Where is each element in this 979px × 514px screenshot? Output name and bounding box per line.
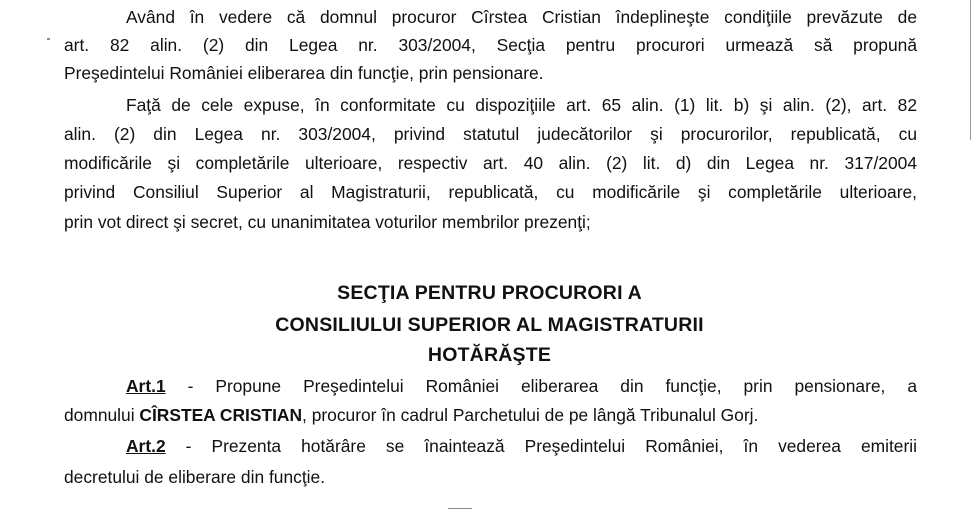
article-2-line-1 [126, 434, 917, 458]
article-1-line-2 [64, 403, 917, 427]
paragraph-1-line-1: Având în vedere că domnul procuror Cîrstea Cristian îndeplineşte condiţiile prevăzute de [126, 7, 917, 27]
article-2-label: Art.2 [126, 436, 166, 456]
page-edge-line [970, 0, 971, 140]
paragraph-2-line-5: prin vot direct şi secret, cu unanimitatea voturilor membrilor prezenţi; [64, 212, 591, 232]
paragraph-2-line-1: Faţă de cele expuse, în conformitate cu dispoziţiile art. 65 alin. (1) lit. b) şi alin. (2), art. 82 [126, 95, 917, 115]
cropped-page-fragment [448, 508, 472, 512]
margin-scan-mark [47, 38, 50, 40]
article-1-line-1 [126, 374, 917, 398]
article-1-label: Art.1 [126, 376, 166, 396]
article-2-line-2: decretului de eliberare din funcţie. [64, 467, 326, 487]
paragraph-1-line-2: art. 82 alin. (2) din Legea nr. 303/2004, Secţia pentru procurori urmează să propună [64, 35, 917, 55]
heading-line-2: CONSILIULUI SUPERIOR AL MAGISTRATURII [275, 314, 704, 336]
article-1-text: - Propune Preşedintelui României eliberarea din funcţie, prin pensionare, a [165, 376, 917, 396]
paragraph-1-line-3: Preşedintelui României eliberarea din funcţie, prin pensionare. [64, 63, 544, 83]
heading-line-1: SECŢIA PENTRU PROCURORI A [337, 282, 642, 304]
paragraph-2-line-4: privind Consiliul Superior al Magistraturii, republicată, cu modificările şi completările ulterioare, [64, 182, 917, 202]
article-1-prefix: domnului [64, 405, 140, 425]
heading-decision: HOTĂRĂŞTE [427, 344, 552, 366]
article-1-suffix: , procuror în cadrul Parchetului de pe lângă Tribunalul Gorj. [302, 405, 759, 425]
person-name: CÎRSTEA CRISTIAN [139, 405, 303, 425]
article-2-text: - Prezenta hotărâre se înaintează Preşedintelui României, în vederea emiterii [165, 436, 917, 456]
paragraph-2-line-2: alin. (2) din Legea nr. 303/2004, privind statutul judecătorilor şi procurorilor, republicată, cu [64, 124, 917, 144]
paragraph-2-line-3: modificările şi completările ulterioare, respectiv art. 40 alin. (2) lit. d) din Legea nr. 317/2004 [64, 153, 917, 173]
